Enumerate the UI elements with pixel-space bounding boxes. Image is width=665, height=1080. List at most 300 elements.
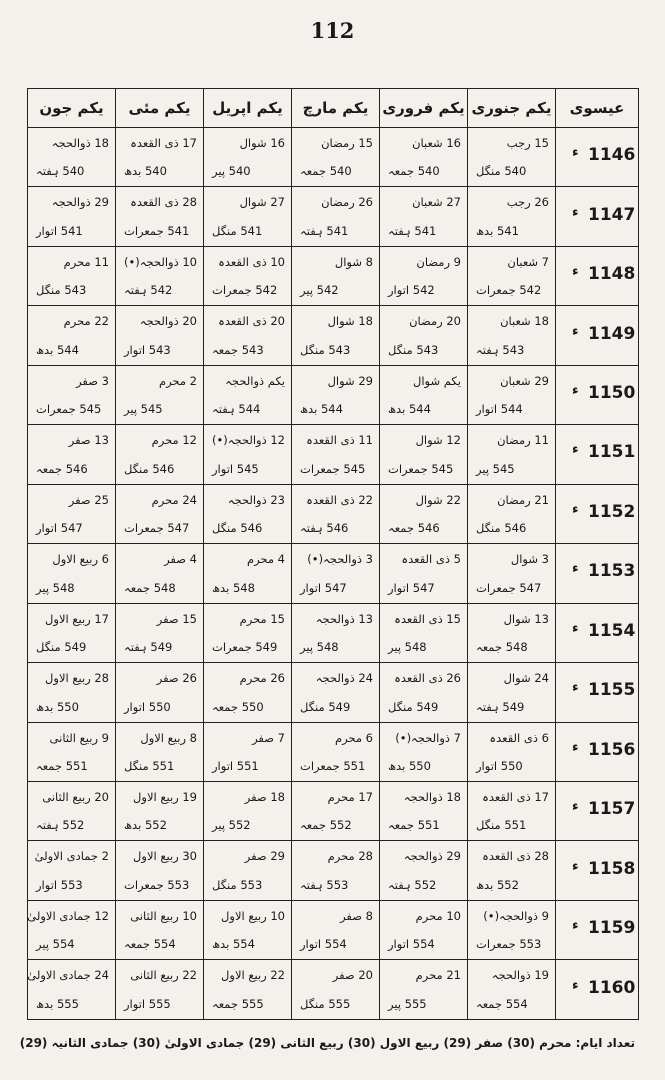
date-cell bbox=[204, 128, 292, 187]
hijri-date: 29 شعبان bbox=[500, 373, 549, 388]
hijri-year-weekday: 545 جمعرات bbox=[36, 402, 102, 417]
hijri-year-weekday: 553 اتوار bbox=[36, 877, 83, 892]
hijri-date: 22 ربیع الاول bbox=[221, 968, 285, 983]
hijri-date: 8 ربیع الاول bbox=[140, 730, 197, 745]
date-cell bbox=[292, 663, 380, 722]
date-cell bbox=[468, 841, 556, 900]
hijri-year-weekday: 555 منگل bbox=[300, 997, 351, 1011]
date-cell bbox=[380, 603, 468, 662]
hijri-date: 20 صفر bbox=[332, 968, 373, 983]
hijri-year-weekday: 554 اتوار bbox=[300, 937, 347, 952]
date-cell bbox=[116, 841, 204, 900]
hijri-date: 9 ذوالحجہ(•) bbox=[483, 908, 549, 923]
hijri-date: 16 شعبان bbox=[412, 136, 461, 150]
date-cell bbox=[28, 128, 116, 187]
date-cell bbox=[204, 841, 292, 900]
date-cell bbox=[292, 365, 380, 424]
hijri-year-weekday: 546 جمعہ bbox=[36, 461, 88, 476]
hijri-date: 19 ربیع الاول bbox=[133, 789, 197, 804]
hijri-year-weekday: 552 بدھ bbox=[476, 877, 519, 892]
date-cell bbox=[468, 781, 556, 840]
date-cell bbox=[468, 900, 556, 959]
hijri-year-weekday: 549 منگل bbox=[300, 699, 351, 714]
hijri-year-weekday: 551 جمعہ bbox=[388, 818, 440, 833]
table-row bbox=[28, 246, 639, 305]
hijri-date: 18 ذوالحجہ bbox=[403, 789, 461, 804]
year-suffix: ء bbox=[572, 442, 579, 458]
year-suffix: ء bbox=[572, 799, 579, 815]
date-cell bbox=[116, 484, 204, 543]
hijri-date: 26 ذی القعدہ bbox=[394, 671, 461, 686]
hijri-year-weekday: 540 پیر bbox=[212, 164, 251, 179]
year-value: 1155 bbox=[588, 680, 636, 701]
date-cell bbox=[204, 603, 292, 662]
hijri-year-weekday: 545 پیر bbox=[476, 461, 515, 476]
hijri-date: 11 محرم bbox=[63, 254, 109, 269]
date-cell bbox=[468, 960, 556, 1020]
hijri-date: 6 ربیع الاول bbox=[52, 552, 109, 567]
hijri-date: 7 صفر bbox=[252, 730, 285, 745]
hijri-date: 24 محرم bbox=[151, 492, 197, 507]
hijri-year-weekday: 549 ہفتہ bbox=[476, 699, 525, 714]
date-cell bbox=[292, 544, 380, 603]
hijri-date: 29 شوال bbox=[327, 373, 373, 388]
hijri-date: 28 ذی القعدہ bbox=[130, 195, 197, 210]
hijri-year-weekday: 543 اتوار bbox=[124, 342, 171, 357]
hijri-date: 13 صفر bbox=[68, 433, 109, 448]
date-cell bbox=[468, 722, 556, 781]
header-mar: یکم مارچ bbox=[292, 89, 380, 128]
date-cell bbox=[116, 960, 204, 1020]
hijri-date: 10 ربیع الاول bbox=[221, 908, 285, 923]
hijri-year-weekday: 544 بدھ bbox=[388, 402, 431, 417]
hijri-date: 15 رجب bbox=[506, 136, 549, 150]
date-cell bbox=[204, 425, 292, 484]
date-cell bbox=[28, 722, 116, 781]
hijri-date: 24 جمادی الاولیٰ bbox=[27, 968, 109, 983]
hijri-year-weekday: 548 جمعہ bbox=[476, 640, 528, 655]
hijri-year-weekday: 542 جمعرات bbox=[476, 283, 542, 298]
hijri-year-weekday: 540 جمعہ bbox=[388, 164, 440, 179]
hijri-year-weekday: 552 بدھ bbox=[124, 818, 167, 833]
hijri-year-weekday: 549 منگل bbox=[36, 640, 87, 655]
date-cell bbox=[380, 722, 468, 781]
hijri-date: 26 رمضان bbox=[321, 195, 373, 210]
hijri-year-weekday: 545 پیر bbox=[124, 402, 163, 417]
year-cell bbox=[556, 841, 639, 900]
hijri-year-weekday: 555 بدھ bbox=[36, 997, 79, 1011]
date-cell bbox=[204, 365, 292, 424]
date-cell bbox=[204, 246, 292, 305]
hijri-date: 5 ذی القعدہ bbox=[401, 552, 461, 567]
hijri-year-weekday: 549 ہفتہ bbox=[124, 640, 173, 655]
header-jun: یکم جون bbox=[28, 89, 116, 128]
hijri-year-weekday: 546 جمعہ bbox=[388, 521, 440, 536]
year-cell bbox=[556, 960, 639, 1020]
header-apr: یکم اپریل bbox=[204, 89, 292, 128]
hijri-year-weekday: 543 جمعہ bbox=[212, 342, 264, 357]
date-cell bbox=[204, 663, 292, 722]
hijri-date: 10 ذی القعدہ bbox=[218, 254, 285, 269]
date-cell bbox=[28, 603, 116, 662]
date-cell bbox=[28, 365, 116, 424]
table-row bbox=[28, 425, 639, 484]
hijri-year-weekday: 550 اتوار bbox=[476, 758, 523, 773]
hijri-year-weekday: 543 منگل bbox=[388, 342, 439, 357]
date-cell bbox=[116, 425, 204, 484]
year-suffix: ء bbox=[572, 977, 579, 993]
hijri-year-weekday: 555 پیر bbox=[388, 997, 427, 1011]
year-cell bbox=[556, 306, 639, 365]
year-suffix: ء bbox=[572, 501, 579, 517]
table-row bbox=[28, 187, 639, 246]
date-cell bbox=[468, 603, 556, 662]
date-cell bbox=[380, 900, 468, 959]
hijri-year-weekday: 551 منگل bbox=[124, 758, 175, 773]
hijri-date: 22 ذی القعدہ bbox=[306, 492, 373, 507]
hijri-year-weekday: 550 بدھ bbox=[388, 758, 431, 773]
table-row bbox=[28, 841, 639, 900]
date-cell bbox=[292, 841, 380, 900]
table-row bbox=[28, 603, 639, 662]
hijri-year-weekday: 541 بدھ bbox=[476, 223, 519, 238]
hijri-year-weekday: 554 پیر bbox=[36, 937, 75, 952]
year-cell bbox=[556, 128, 639, 187]
hijri-date: 22 شوال bbox=[415, 492, 461, 507]
hijri-year-weekday: 541 ہفتہ bbox=[300, 223, 349, 238]
hijri-date: 2 جمادی الاولیٰ bbox=[34, 849, 109, 864]
hijri-date: 20 ذوالحجہ bbox=[139, 314, 197, 329]
hijri-date: 23 ذوالحجہ bbox=[227, 492, 285, 507]
hijri-year-weekday: 553 جمعرات bbox=[476, 937, 542, 952]
date-cell bbox=[28, 306, 116, 365]
hijri-year-weekday: 551 اتوار bbox=[212, 758, 259, 773]
hijri-date: 16 شوال bbox=[239, 136, 285, 150]
hijri-date: 21 محرم bbox=[415, 968, 461, 983]
year-suffix: ء bbox=[572, 323, 579, 339]
hijri-year-weekday: 555 اتوار bbox=[124, 997, 171, 1011]
hijri-date: 9 رمضان bbox=[416, 254, 461, 269]
hijri-year-weekday: 547 اتوار bbox=[36, 521, 83, 536]
hijri-year-weekday: 540 بدھ bbox=[124, 164, 167, 179]
hijri-date: 13 ذوالحجہ bbox=[315, 611, 373, 626]
hijri-year-weekday: 548 پیر bbox=[300, 640, 339, 655]
date-cell bbox=[380, 128, 468, 187]
hijri-year-weekday: 552 جمعہ bbox=[300, 818, 352, 833]
hijri-year-weekday: 548 جمعہ bbox=[124, 580, 176, 595]
date-cell bbox=[292, 900, 380, 959]
hijri-date: 12 جمادی الاولیٰ bbox=[27, 908, 109, 923]
date-cell bbox=[380, 781, 468, 840]
hijri-date: 17 ذی القعدہ bbox=[130, 136, 197, 150]
year-value: 1160 bbox=[588, 977, 636, 998]
table-row bbox=[28, 484, 639, 543]
date-cell bbox=[380, 246, 468, 305]
year-value: 1150 bbox=[588, 383, 636, 404]
hijri-year-weekday: 544 بدھ bbox=[300, 402, 343, 417]
date-cell bbox=[380, 841, 468, 900]
table-row bbox=[28, 306, 639, 365]
date-cell bbox=[292, 246, 380, 305]
hijri-date: 28 ربیع الاول bbox=[45, 671, 109, 686]
table-row bbox=[28, 365, 639, 424]
hijri-year-weekday: 553 منگل bbox=[212, 877, 263, 892]
hijri-year-weekday: 544 بدھ bbox=[36, 342, 79, 357]
date-cell bbox=[28, 841, 116, 900]
hijri-date: 10 محرم bbox=[415, 908, 461, 923]
year-suffix: ء bbox=[572, 620, 579, 636]
year-suffix: ء bbox=[572, 264, 579, 280]
year-suffix: ء bbox=[572, 739, 579, 755]
page-number: 112 bbox=[310, 18, 355, 43]
hijri-date: 6 محرم bbox=[334, 730, 373, 745]
hijri-date: 24 ذوالحجہ bbox=[315, 671, 373, 686]
date-cell bbox=[204, 960, 292, 1020]
hijri-year-weekday: 552 پیر bbox=[212, 818, 251, 833]
hijri-year-weekday: 540 ہفتہ bbox=[36, 164, 85, 179]
date-cell bbox=[292, 306, 380, 365]
hijri-date: 27 شوال bbox=[239, 195, 285, 210]
date-cell bbox=[380, 544, 468, 603]
date-cell bbox=[292, 603, 380, 662]
date-cell bbox=[28, 544, 116, 603]
hijri-year-weekday: 550 جمعہ bbox=[212, 699, 264, 714]
hijri-year-weekday: 540 جمعہ bbox=[300, 164, 352, 179]
date-cell bbox=[116, 187, 204, 246]
hijri-date: 26 محرم bbox=[239, 671, 285, 686]
date-cell bbox=[28, 900, 116, 959]
hijri-year-weekday: 544 اتوار bbox=[476, 402, 523, 417]
year-cell bbox=[556, 425, 639, 484]
hijri-date: 10 ربیع الثانی bbox=[130, 908, 197, 923]
hijri-date: 29 ذوالحجہ bbox=[51, 195, 109, 210]
header-feb: یکم فروری bbox=[380, 89, 468, 128]
hijri-date: 30 ربیع الاول bbox=[133, 849, 197, 864]
date-cell bbox=[292, 484, 380, 543]
year-suffix: ء bbox=[572, 858, 579, 874]
hijri-date: 4 محرم bbox=[246, 552, 285, 567]
date-cell bbox=[116, 544, 204, 603]
year-suffix: ء bbox=[572, 204, 579, 220]
hijri-date: 28 ذی القعدہ bbox=[482, 849, 549, 864]
hijri-year-weekday: 550 بدھ bbox=[36, 699, 79, 714]
year-cell bbox=[556, 663, 639, 722]
year-value: 1158 bbox=[588, 858, 636, 879]
hijri-year-weekday: 553 ہفتہ bbox=[300, 877, 349, 892]
date-cell bbox=[116, 781, 204, 840]
hijri-date: یکم شوال bbox=[413, 373, 461, 388]
hijri-date: 12 ذوالحجہ(•) bbox=[211, 433, 285, 448]
date-cell bbox=[204, 722, 292, 781]
header-may: یکم مئی bbox=[116, 89, 204, 128]
date-cell bbox=[468, 306, 556, 365]
date-cell bbox=[468, 663, 556, 722]
year-suffix: ء bbox=[572, 145, 579, 161]
date-cell bbox=[116, 246, 204, 305]
year-value: 1154 bbox=[588, 620, 636, 641]
year-value: 1156 bbox=[588, 739, 636, 760]
date-cell bbox=[204, 187, 292, 246]
hijri-date: 11 رمضان bbox=[497, 433, 549, 448]
date-cell bbox=[292, 960, 380, 1020]
year-cell bbox=[556, 365, 639, 424]
date-cell bbox=[28, 960, 116, 1020]
hijri-date: 13 شوال bbox=[503, 611, 549, 626]
hijri-date: 11 ذی القعدہ bbox=[306, 433, 373, 448]
hijri-year-weekday: 543 ہفتہ bbox=[476, 342, 525, 357]
footer-days-count: تعداد ایام: محرم (30) صفر (29) ربیع الاول (30) ربیع الثانی (29) جمادی الاولیٰ (30) جمادی الثانیہ (29) bbox=[19, 1036, 635, 1050]
date-cell bbox=[28, 484, 116, 543]
hijri-date: 20 ذی القعدہ bbox=[218, 314, 285, 329]
hijri-date: 6 ذی القعدہ bbox=[489, 730, 549, 745]
hijri-date: 3 شوال bbox=[510, 552, 549, 567]
header-row bbox=[28, 89, 639, 128]
hijri-year-weekday: 545 جمعرات bbox=[300, 461, 366, 476]
hijri-year-weekday: 541 ہفتہ bbox=[388, 223, 437, 238]
date-cell bbox=[116, 603, 204, 662]
hijri-date: 19 ذوالحجہ bbox=[491, 968, 549, 983]
date-cell bbox=[468, 484, 556, 543]
hijri-year-weekday: 553 جمعرات bbox=[124, 877, 190, 892]
date-cell bbox=[116, 722, 204, 781]
hijri-date: 7 شعبان bbox=[507, 254, 549, 269]
hijri-date: 22 محرم bbox=[63, 314, 109, 329]
hijri-date: 3 صفر bbox=[76, 373, 109, 388]
hijri-year-weekday: 550 اتوار bbox=[124, 699, 171, 714]
year-value: 1147 bbox=[588, 204, 636, 225]
hijri-date: 15 محرم bbox=[239, 611, 285, 626]
date-cell bbox=[116, 128, 204, 187]
hijri-year-weekday: 554 جمعہ bbox=[476, 997, 528, 1011]
hijri-date: 22 ربیع الثانی bbox=[130, 968, 197, 983]
hijri-year-weekday: 547 اتوار bbox=[388, 580, 435, 595]
hijri-date: 8 شوال bbox=[334, 254, 373, 269]
table-row bbox=[28, 128, 639, 187]
hijri-year-weekday: 541 جمعرات bbox=[124, 223, 190, 238]
hijri-year-weekday: 540 منگل bbox=[476, 164, 527, 179]
hijri-date: 15 صفر bbox=[156, 611, 197, 626]
date-cell bbox=[468, 365, 556, 424]
year-cell bbox=[556, 722, 639, 781]
hijri-year-weekday: 543 منگل bbox=[36, 283, 87, 298]
hijri-year-weekday: 554 جمعہ bbox=[124, 937, 176, 952]
year-value: 1153 bbox=[588, 561, 636, 582]
hijri-year-weekday: 548 پیر bbox=[388, 640, 427, 655]
date-cell bbox=[28, 425, 116, 484]
date-cell bbox=[468, 544, 556, 603]
hijri-date: 27 شعبان bbox=[412, 195, 461, 210]
hijri-year-weekday: 542 ہفتہ bbox=[124, 283, 173, 298]
header-jan: یکم جنوری bbox=[468, 89, 556, 128]
hijri-year-weekday: 549 منگل bbox=[388, 699, 439, 714]
date-cell bbox=[28, 246, 116, 305]
hijri-year-weekday: 551 منگل bbox=[476, 818, 527, 833]
year-suffix: ء bbox=[572, 680, 579, 696]
table-row bbox=[28, 900, 639, 959]
hijri-date: 12 شوال bbox=[415, 433, 461, 448]
hijri-date: 29 ذوالحجہ bbox=[403, 849, 461, 864]
hijri-year-weekday: 541 اتوار bbox=[36, 223, 83, 238]
year-value: 1159 bbox=[588, 918, 636, 939]
hijri-date: 24 شوال bbox=[503, 671, 549, 686]
hijri-year-weekday: 552 ہفتہ bbox=[36, 818, 85, 833]
hijri-year-weekday: 542 اتوار bbox=[388, 283, 435, 298]
year-value: 1157 bbox=[588, 799, 636, 820]
date-cell bbox=[28, 663, 116, 722]
hijri-year-weekday: 546 منگل bbox=[124, 461, 175, 476]
hijri-year-weekday: 548 پیر bbox=[36, 580, 75, 595]
date-cell bbox=[468, 187, 556, 246]
hijri-date: 26 صفر bbox=[156, 671, 197, 686]
hijri-date: 8 صفر bbox=[340, 908, 373, 923]
hijri-date: 10 ذوالحجہ(•) bbox=[123, 254, 197, 269]
date-cell bbox=[380, 425, 468, 484]
year-cell bbox=[556, 187, 639, 246]
date-cell bbox=[204, 484, 292, 543]
hijri-year-weekday: 544 ہفتہ bbox=[212, 402, 261, 417]
hijri-year-weekday: 554 اتوار bbox=[388, 937, 435, 952]
date-cell bbox=[380, 187, 468, 246]
hijri-date: 7 ذوالحجہ(•) bbox=[395, 730, 461, 745]
date-cell bbox=[292, 425, 380, 484]
hijri-date: 9 ربیع الثانی bbox=[49, 730, 109, 745]
date-cell bbox=[380, 306, 468, 365]
date-cell bbox=[28, 187, 116, 246]
year-cell bbox=[556, 246, 639, 305]
hijri-date: 26 رجب bbox=[506, 195, 549, 210]
hijri-date: 17 ذی القعدہ bbox=[482, 789, 549, 804]
date-cell bbox=[292, 781, 380, 840]
year-cell bbox=[556, 544, 639, 603]
date-cell bbox=[204, 306, 292, 365]
hijri-year-weekday: 546 منگل bbox=[212, 521, 263, 536]
hijri-date: 18 شعبان bbox=[500, 314, 549, 329]
year-cell bbox=[556, 781, 639, 840]
date-cell bbox=[380, 484, 468, 543]
year-value: 1149 bbox=[588, 323, 636, 344]
hijri-year-weekday: 542 جمعرات bbox=[212, 283, 278, 298]
hijri-date: 25 صفر bbox=[68, 492, 109, 507]
hijri-year-weekday: 554 بدھ bbox=[212, 937, 255, 952]
year-suffix: ء bbox=[572, 561, 579, 577]
table-row bbox=[28, 722, 639, 781]
year-cell bbox=[556, 900, 639, 959]
date-cell bbox=[28, 781, 116, 840]
date-cell bbox=[380, 663, 468, 722]
hijri-year-weekday: 541 منگل bbox=[212, 223, 263, 238]
date-cell bbox=[380, 960, 468, 1020]
date-cell bbox=[116, 306, 204, 365]
hijri-date: 12 محرم bbox=[151, 433, 197, 448]
hijri-date: 20 ربیع الثانی bbox=[42, 789, 109, 804]
date-cell bbox=[116, 663, 204, 722]
hijri-year-weekday: 548 بدھ bbox=[212, 580, 255, 595]
hijri-year-weekday: 542 پیر bbox=[300, 283, 339, 298]
year-value: 1146 bbox=[588, 145, 636, 166]
hijri-year-weekday: 546 منگل bbox=[476, 521, 527, 536]
table-row bbox=[28, 544, 639, 603]
hijri-year-weekday: 551 جمعرات bbox=[300, 758, 366, 773]
hijri-date: یکم ذوالحجہ bbox=[225, 373, 285, 388]
hijri-date: 15 ذی القعدہ bbox=[394, 611, 461, 626]
hijri-date: 29 صفر bbox=[244, 849, 285, 864]
hijri-date: 28 محرم bbox=[327, 849, 373, 864]
hijri-date: 18 شوال bbox=[327, 314, 373, 329]
date-cell bbox=[468, 246, 556, 305]
year-value: 1152 bbox=[588, 501, 636, 522]
date-cell bbox=[292, 128, 380, 187]
hijri-year-weekday: 552 ہفتہ bbox=[388, 877, 437, 892]
